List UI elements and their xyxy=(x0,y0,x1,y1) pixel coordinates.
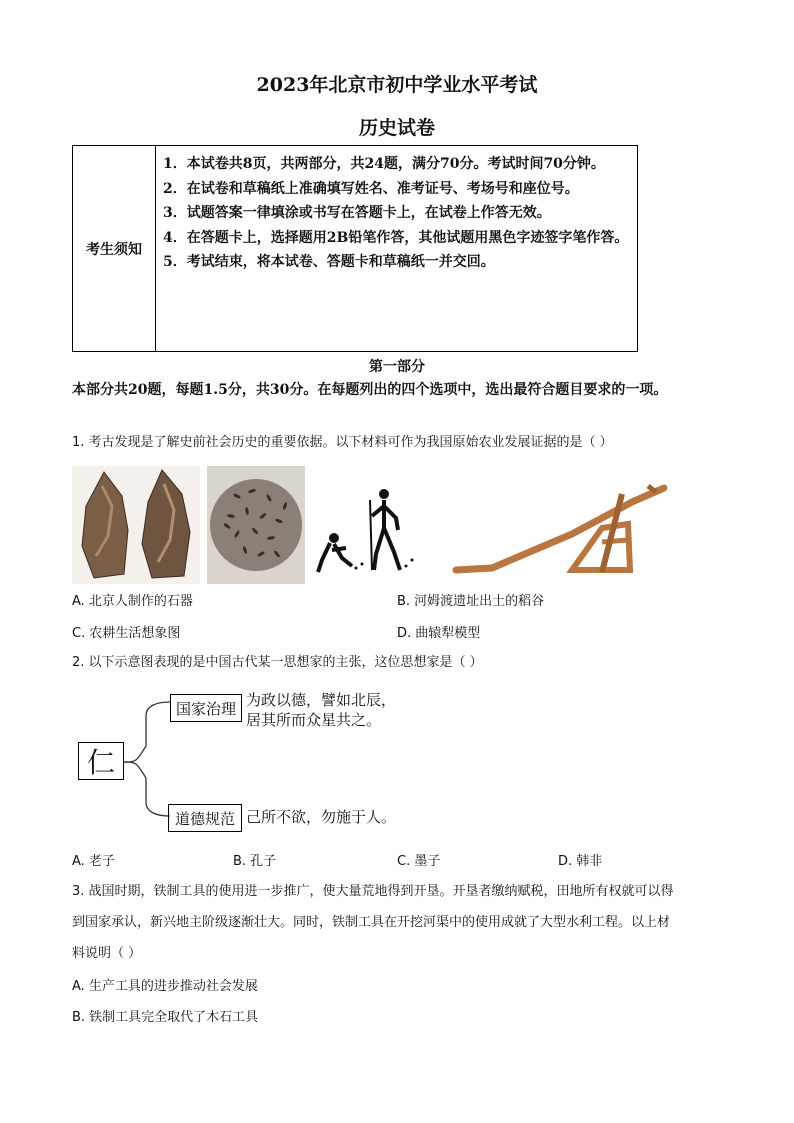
q1-stem: 1. 考古发现是了解史前社会历史的重要依据。以下材料可作为我国原始农业发展证据的是（ ） xyxy=(72,435,613,450)
q2-stem: 2. 以下示意图表现的是中国古代某一思想家的主张，这位思想家是（ ） xyxy=(72,655,483,670)
q1-option-c[interactable]: C. 农耕生活想象图 xyxy=(72,626,181,641)
diagram-top-box: 国家治理 xyxy=(170,694,242,722)
notice-box xyxy=(72,145,638,352)
diagram-bottom-quote: 己所不欲，勿施于人。 xyxy=(246,808,397,826)
q3-stem-line2: 到国家承认，新兴地主阶级逐渐壮大。同时，铁制工具在开挖河渠中的使用成就了大型水利工程。以上材 xyxy=(72,915,671,930)
stone-tools-image xyxy=(72,466,200,584)
notice-item: 2．在试卷和草稿纸上准确填写姓名、准考证号、考场号和座位号。 xyxy=(163,180,579,197)
exam-title: 2023年北京市初中学业水平考试 xyxy=(256,74,538,96)
farming-scene-image xyxy=(312,480,422,576)
notice-item: 5．考试结束，将本试卷、答题卡和草稿纸一并交回。 xyxy=(163,254,495,270)
diagram-top-quote-line1: 为政以德，譬如北辰， xyxy=(246,691,397,709)
q3-stem-line1: 3. 战国时期，铁制工具的使用进一步推广，使大量荒地得到开垦。开垦者缴纳赋税，田地所有权就可以得 xyxy=(72,884,674,899)
notice-item: 3．试题答案一律填涂或书写在答题卡上，在试卷上作答无效。 xyxy=(163,205,551,221)
q3-option-b[interactable]: B. 铁制工具完全取代了木石工具 xyxy=(72,1010,259,1025)
notice-items xyxy=(163,152,633,275)
q3-option-a[interactable]: A. 生产工具的进步推动社会发展 xyxy=(72,979,258,994)
q3-stem-line3: 料说明（ ） xyxy=(72,946,142,961)
q2-option-b[interactable]: B. 孔子 xyxy=(233,854,277,869)
q1-option-b[interactable]: B. 河姆渡遗址出土的稻谷 xyxy=(397,594,545,609)
part-title: 第一部分 xyxy=(369,359,425,375)
notice-label: 考生须知 xyxy=(73,146,156,351)
part-intro: 本部分共20题，每题1.5分，共30分。在每题列出的四个选项中，选出最符合题目要求的一项。 xyxy=(72,382,668,398)
diagram-center-box: 仁 xyxy=(78,742,124,780)
q2-option-a[interactable]: A. 老子 xyxy=(72,854,115,869)
q2-option-d[interactable]: D. 韩非 xyxy=(558,854,603,869)
diagram-top-quote-line2: 居其所而众星共之。 xyxy=(246,711,382,729)
q1-option-d[interactable]: D. 曲辕犁模型 xyxy=(397,626,481,641)
diagram-bottom-box: 道德规范 xyxy=(168,804,242,832)
q2-diagram xyxy=(76,686,476,836)
q2-option-c[interactable]: C. 墨子 xyxy=(397,854,441,869)
notice-item: 4．在答题卡上，选择题用2B铅笔作答，其他试题用黑色字迹签字笔作答。 xyxy=(163,229,629,246)
rice-grains-image xyxy=(207,466,305,584)
q1-option-a[interactable]: A. 北京人制作的石器 xyxy=(72,594,193,609)
notice-item: 1．本试卷共8页，共两部分，共24题，满分70分。考试时间70分钟。 xyxy=(163,156,605,172)
curved-plough-image xyxy=(452,484,670,576)
exam-subtitle: 历史试卷 xyxy=(358,117,435,139)
